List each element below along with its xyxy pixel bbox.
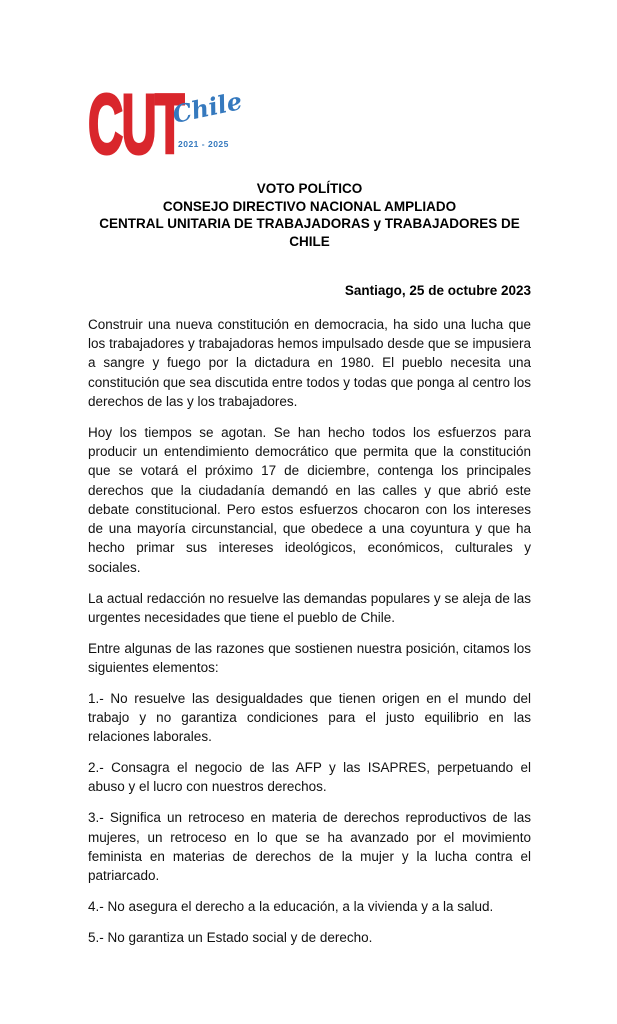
document-title xyxy=(88,180,531,250)
list-item-2: 2.- Consagra el negocio de las AFP y las ISAPRES, perpetuando el abuso y el lucro con nuestros derechos. xyxy=(88,760,531,795)
logo-country-script: Chile xyxy=(169,86,245,129)
paragraph-2: Hoy los tiempos se agotan. Se han hecho todos los esfuerzos para producir un entendimiento democrático que permita que la constitución que se votará el próximo 17 de diciembre, contenga los principales derechos que la ciudadanía demandó en las calles y que abrió este debate constitucional. Pero estos esfuerzos chocaron con los intereses de una mayoría circunstancial, que obedece a una coyuntura y que ha hecho primar sus intereses ideológicos, económicos, culturales y sociales. xyxy=(88,424,531,575)
paragraphs-section xyxy=(88,315,531,947)
paragraph-3: La actual redacción no resuelve las demandas populares y se aleja de las urgentes necesidades que tiene el pueblo de Chile. xyxy=(88,590,531,625)
dateline: Santiago, 25 de octubre 2023 xyxy=(344,283,531,299)
document-body xyxy=(88,180,531,947)
list-item-5: 5.- No garantiza un Estado social y de derecho. xyxy=(88,929,373,945)
title-line-central: CENTRAL UNITARIA DE TRABAJADORAS y TRABAJADORES DE CHILE xyxy=(99,216,520,249)
logo-acronym: CUT xyxy=(88,77,183,171)
paragraph-1: Construir una nueva constitución en democracia, ha sido una lucha que los trabajadores y trabajadoras hemos impulsado desde que se impusiera a sangre y fuego por la dictadura en 1980. El pueblo necesita una constitución que sea discutida entre todos y todas que ponga al centro los derechos de las y los trabajadores. xyxy=(88,316,531,409)
paragraph-4: Entre algunas de las razones que sostienen nuestra posición, citamos los siguientes elementos: xyxy=(88,640,531,675)
list-item-4: 4.- No asegura el derecho a la educación, a la vivienda y a la salud. xyxy=(88,898,494,914)
title-line-consejo: CONSEJO DIRECTIVO NACIONAL AMPLIADO xyxy=(162,198,457,214)
title-line-voto-politico: VOTO POLÍTICO xyxy=(256,181,363,196)
logo-period: 2021 - 2025 xyxy=(178,139,229,149)
cut-chile-logo xyxy=(88,77,245,171)
list-item-1: 1.- No resuelve las desigualdades que tienen origen en el mundo del trabajo y no garantiza condiciones para el justo equilibrio en las relaciones laborales. xyxy=(88,690,531,745)
list-item-3: 3.- Significa un retroceso en materia de derechos reproductivos de las mujeres, un retroceso en lo que se ha avanzado por el movimiento feminista en materias de derechos de la mujer y la lucha contra el patriarcado. xyxy=(88,810,531,884)
